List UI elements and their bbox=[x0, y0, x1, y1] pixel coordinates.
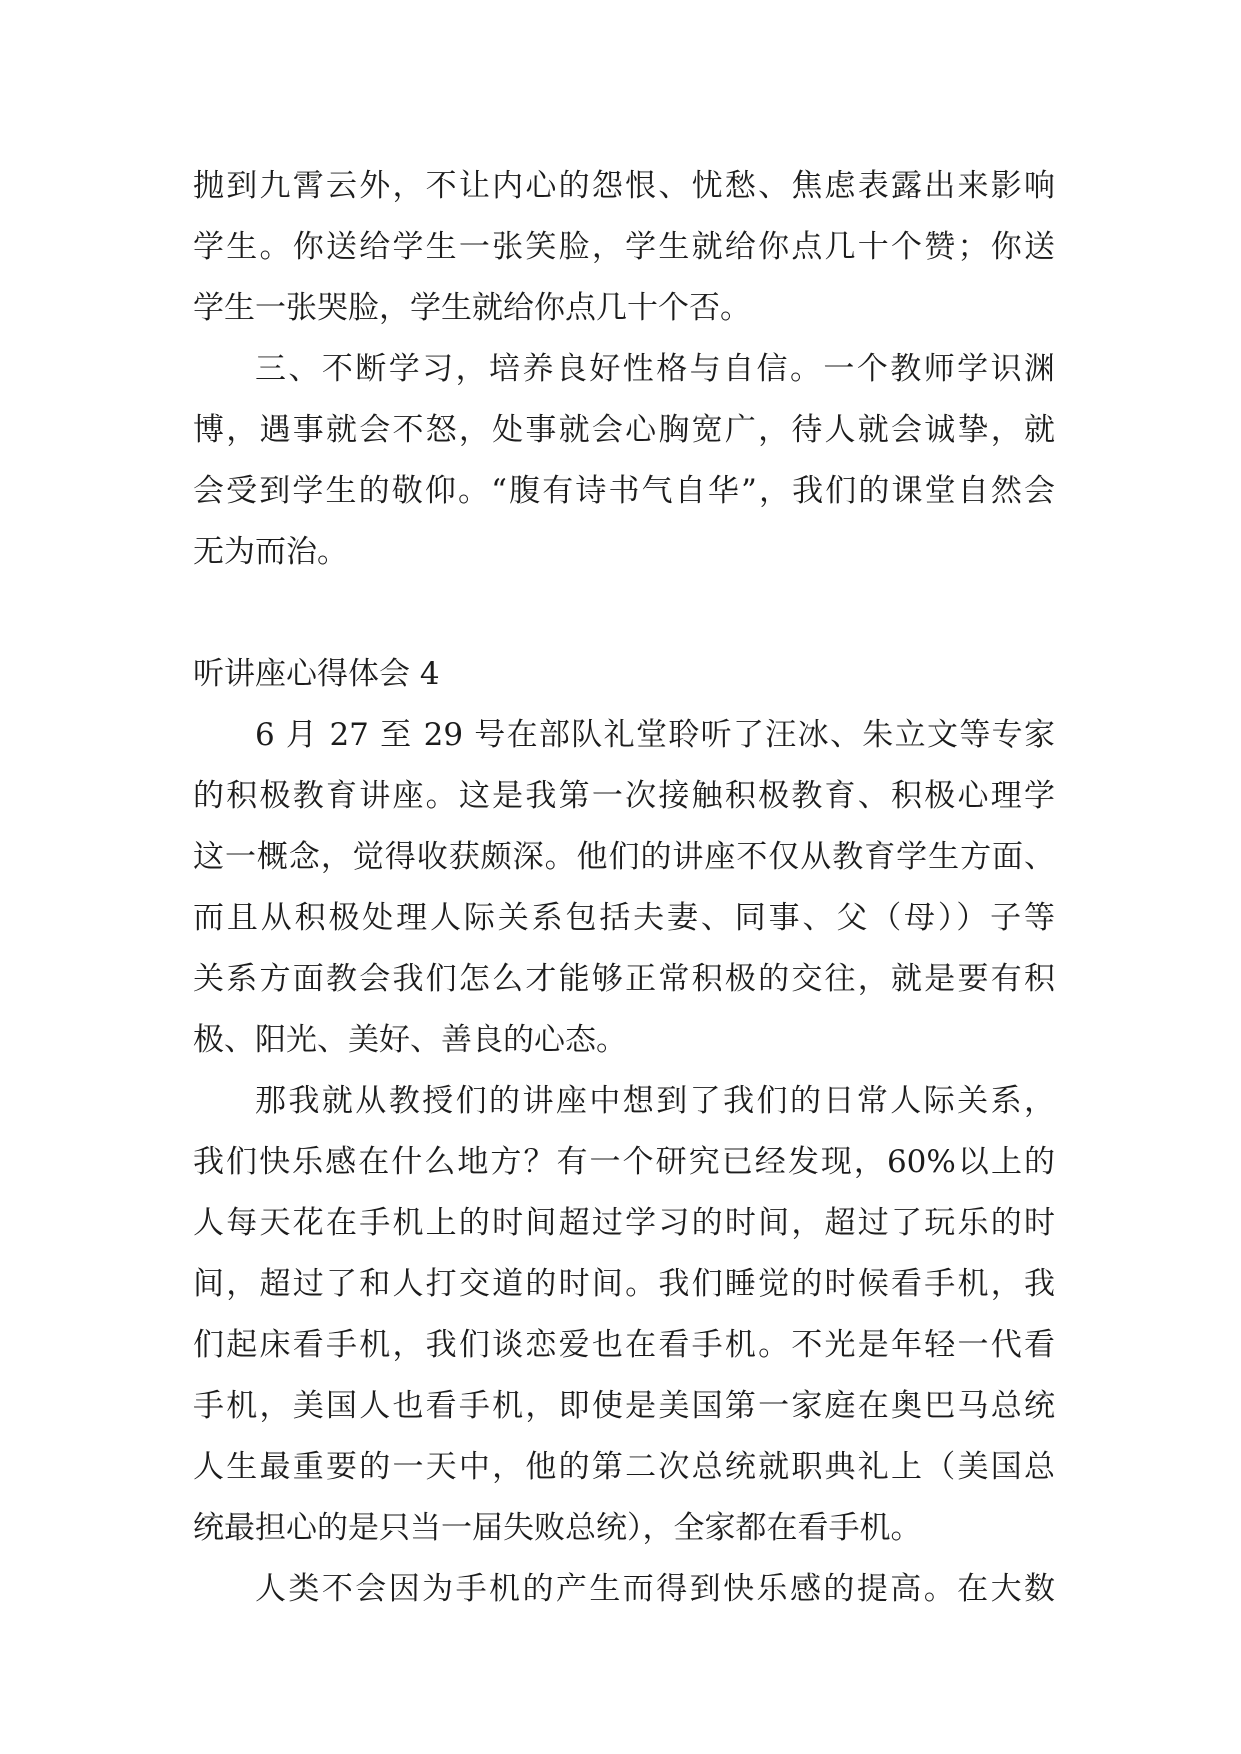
section-spacer bbox=[193, 583, 1055, 644]
paragraph-lecture-intro bbox=[193, 705, 1055, 1071]
paragraph-point-three bbox=[193, 339, 1055, 583]
paragraph-phones bbox=[193, 1071, 1055, 1559]
text-line: 博，遇事就会不怒，处事就会心胸宽广，待人就会诚挚，就 bbox=[193, 412, 1055, 448]
text-line: 会受到学生的敬仰。“腹有诗书气自华”，我们的课堂自然会 bbox=[193, 473, 1055, 509]
text-line: 们起床看手机，我们谈恋爱也在看手机。不光是年轻一代看 bbox=[193, 1327, 1055, 1363]
document-body bbox=[193, 156, 1055, 1620]
text-line: 手机，美国人也看手机，即使是美国第一家庭在奥巴马总统 bbox=[193, 1388, 1055, 1424]
text-line: 极、阳光、美好、善良的心态。 bbox=[193, 1022, 627, 1058]
text-line: 统最担心的是只当一届失败总统），全家都在看手机。 bbox=[193, 1510, 922, 1546]
text-line: 间，超过了和人打交道的时间。我们睡觉的时候看手机，我 bbox=[193, 1266, 1055, 1302]
text-line: 学生一张哭脸，学生就给你点几十个否。 bbox=[193, 290, 751, 326]
text-line: 6 月 27 至 29 号在部队礼堂聆听了汪冰、朱立文等专家 bbox=[255, 717, 1055, 753]
paragraph-happiness bbox=[193, 1559, 1055, 1620]
section-heading: 听讲座心得体会 4 bbox=[193, 656, 440, 692]
text-line: 的积极教育讲座。这是我第一次接触积极教育、积极心理学 bbox=[193, 778, 1055, 814]
text-line: 关系方面教会我们怎么才能够正常积极的交往，就是要有积 bbox=[193, 961, 1055, 997]
text-line: 三、不断学习，培养良好性格与自信。一个教师学识渊 bbox=[255, 351, 1055, 387]
text-line: 我们快乐感在什么地方？有一个研究已经发现，60%以上的 bbox=[193, 1144, 1055, 1180]
text-line: 那我就从教授们的讲座中想到了我们的日常人际关系， bbox=[255, 1083, 1055, 1119]
text-line: 人生最重要的一天中，他的第二次总统就职典礼上（美国总 bbox=[193, 1449, 1055, 1485]
text-line: 这一概念，觉得收获颇深。他们的讲座不仅从教育学生方面、 bbox=[193, 839, 1055, 875]
text-line: 人类不会因为手机的产生而得到快乐感的提高。在大数 bbox=[255, 1571, 1055, 1607]
text-line: 无为而治。 bbox=[193, 534, 348, 570]
text-line: 人每天花在手机上的时间超过学习的时间，超过了玩乐的时 bbox=[193, 1205, 1055, 1241]
text-line: 抛到九霄云外，不让内心的怨恨、忧愁、焦虑表露出来影响 bbox=[193, 168, 1055, 204]
paragraph-continuation bbox=[193, 156, 1055, 339]
text-line: 学生。你送给学生一张笑脸，学生就给你点几十个赞；你送 bbox=[193, 229, 1055, 265]
text-line: 而且从积极处理人际关系包括夫妻、同事、父（母））子等 bbox=[193, 900, 1055, 936]
